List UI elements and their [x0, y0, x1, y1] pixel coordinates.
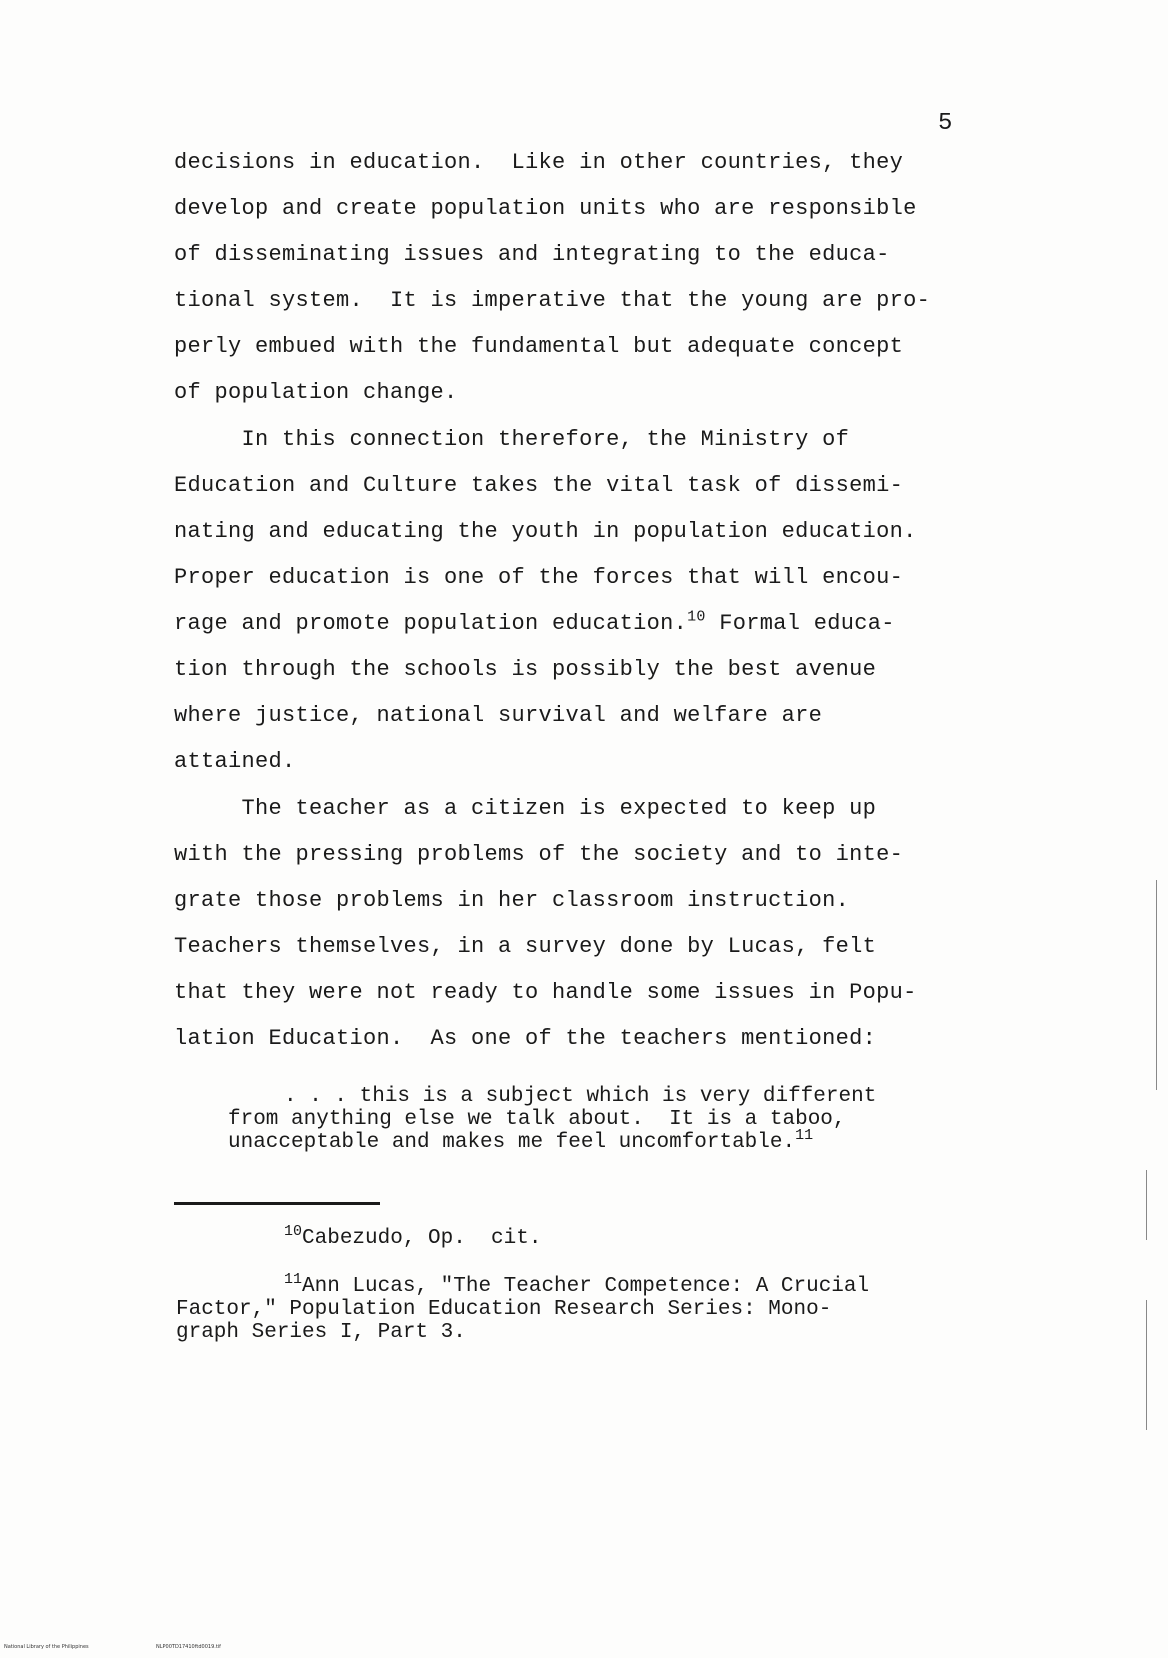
paragraph-3-line-2: with the pressing problems of the society and to inte-	[174, 842, 904, 867]
footnote-11-line-2: Factor," Population Education Research Series: Mono-	[176, 1298, 832, 1321]
scan-edge-mark	[1156, 880, 1157, 1090]
paragraph-3-line-5: that they were not ready to handle some issues in Popu-	[174, 980, 917, 1005]
paragraph-1-line-5: perly embued with the fundamental but adequate concept	[174, 334, 904, 359]
footnote-11-marker: 11	[284, 1271, 303, 1288]
paragraph-1-line-1: decisions in education. Like in other countries, they	[174, 150, 904, 175]
paragraph-2-line-3: nating and educating the youth in population education.	[174, 519, 917, 544]
paragraph-2-line-5-text: rage and promote population education.	[174, 611, 688, 636]
paragraph-2-line-5	[174, 608, 895, 636]
paragraph-3-line-3: grate those problems in her classroom instruction.	[174, 888, 850, 913]
paragraph-2-line-1: In this connection therefore, the Ministry of	[174, 427, 850, 452]
footnote-10	[284, 1223, 542, 1250]
paragraph-3-line-1: The teacher as a citizen is expected to keep up	[174, 796, 877, 821]
paragraph-2-line-5-tail: Formal educa-	[705, 611, 895, 636]
paragraph-2-line-2: Education and Culture takes the vital task of dissemi-	[174, 473, 904, 498]
footnote-11-text-1: Ann Lucas, "The Teacher Competence: A Crucial	[302, 1275, 870, 1298]
paragraph-3-line-4: Teachers themselves, in a survey done by Lucas, felt	[174, 934, 877, 959]
scan-edge-mark	[1146, 1170, 1147, 1240]
paragraph-3-line-6: lation Education. As one of the teachers mentioned:	[174, 1026, 877, 1051]
scan-edge-mark	[1146, 1300, 1147, 1430]
footnote-10-text: Cabezudo, Op. cit.	[302, 1227, 542, 1250]
footnote-separator	[174, 1202, 380, 1205]
paragraph-1-line-2: develop and create population units who are responsible	[174, 196, 917, 221]
paragraph-1-line-3: of disseminating issues and integrating to the educa-	[174, 242, 890, 267]
paragraph-1-line-4: tional system. It is imperative that the young are pro-	[174, 288, 931, 313]
quote-line-3-text: unacceptable and makes me feel uncomfortable.	[228, 1131, 796, 1154]
paragraph-2-line-4: Proper education is one of the forces that will encou-	[174, 565, 904, 590]
paragraph-2-line-6: tion through the schools is possibly the best avenue	[174, 657, 877, 682]
footnote-11-line-1	[284, 1271, 870, 1298]
scan-footer-file: NLP00TD17410ftd0019.tif	[156, 1644, 221, 1650]
quote-line-2: from anything else we talk about. It is a taboo,	[228, 1108, 846, 1131]
paragraph-2-line-7: where justice, national survival and welfare are	[174, 703, 823, 728]
paragraph-2-line-8: attained.	[174, 749, 296, 774]
quote-line-1: . . . this is a subject which is very different	[284, 1085, 877, 1108]
quote-line-3	[228, 1127, 814, 1154]
footnote-ref-11: 11	[795, 1127, 814, 1144]
footnote-10-marker: 10	[284, 1223, 303, 1240]
footnote-11-line-3: graph Series I, Part 3.	[176, 1321, 466, 1344]
scan-footer-library: National Library of the Philippines	[4, 1644, 89, 1650]
paragraph-1-line-6: of population change.	[174, 380, 458, 405]
footnote-ref-10: 10	[687, 608, 706, 626]
page-number: 5	[938, 110, 953, 137]
